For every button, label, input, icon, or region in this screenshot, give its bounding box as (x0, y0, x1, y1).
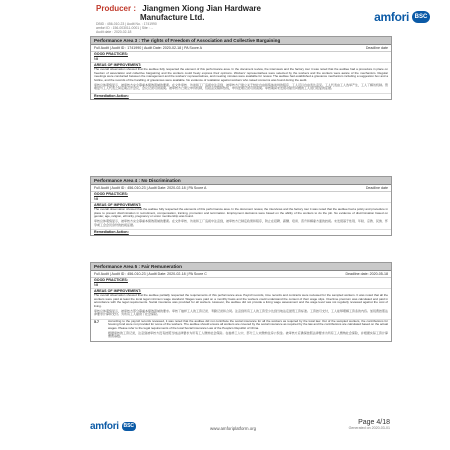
amfori-logo (374, 8, 430, 26)
areas-of-improvement (91, 63, 391, 94)
meta-line: DBID : 456-010-23 | Audit No. : 1741990 (96, 22, 157, 26)
areas-of-improvement (91, 203, 391, 230)
improvement-text-cn: 审核总体观察显示，被审核方完全尊重本绩效领域的要素。在文件审核、访谈和工厂巡视中注意到，被审核方已建立关于结社自由和集体谈判的程序，工人可以自由表达意见。工人代表由工人选举产生，工人了解该机制。管理层与工人代表之间定期召开会议，会议记录可供查阅。被审核方已建立申诉机制，包括意见箱和热线，申诉处理记录可供查阅。审核期间未发现对提出问题的工人进行报复的证据。 (94, 82, 389, 91)
deadline-label: Deadline date (365, 46, 388, 50)
performance-area-4 (90, 176, 392, 236)
improvement-text-en: The overall observation showed that the auditee fully respected the element of this performance area. In the document review, the interviews and the factory tour it was noted that the auditee had a procedure in place on freedom of association and collective bargaining and the workers could freely express their opinions. Workers' representatives were selected by the workers and the workers were aware of the mechanism. Regular meetings were conducted between the management and the workers' representatives, and meeting minutes were available for review. The auditee had established a grievance mechanism including a suggestion box and a hotline, and the records of the handling of grievances were available. No evidence of retaliation against workers who raised concerns was found during the audit. (94, 67, 388, 82)
report-footer (90, 417, 390, 439)
good-practices-value: Nil (94, 283, 99, 287)
report-meta (96, 22, 326, 35)
section-ref (91, 45, 391, 52)
improvement-text-cn: 审核总体观察显示，被审核方完全尊重本绩效领域的要素。在文件审核、访谈和工厂巡视中注意到，被审核方已制定政策和程序，防止在招聘、薪酬、培训、晋升和解雇方面的歧视。未发现基于性别、年龄、宗教、民族、怀孕或工会会员身份的歧视证据。 (94, 219, 389, 227)
page-info (349, 419, 390, 430)
good-practices-heading: GOOD PRACTICES: (94, 52, 128, 56)
deadline-label: Deadline date: 2020-05-18 (345, 272, 388, 276)
platform-link[interactable]: www.amforiplatform.org (210, 426, 257, 431)
improvement-text-en: The overall observation showed that the auditee fully respected the elements of this performance area. In the document review, the interviews and the factory tour it was noted that the auditee had a policy and procedure in place to prevent discrimination in recruitment, compensation, training, promotion and termination. Employment decisions were based on the ability of the workers to do the job. No evidence of discrimination based on gender, age, religion, ethnicity, pregnancy or union membership was found. (94, 207, 388, 219)
remediation-action (91, 230, 391, 235)
good-practices (91, 278, 391, 289)
meta-line: Audit date : 2020-02-18 (96, 30, 132, 35)
audit-reference: Full Audit | Audit ID : 1741990 | Audit Date: 2020-02-18 | PA Score A (94, 46, 203, 50)
page-number: Page 4/18 (358, 419, 390, 426)
audit-reference: Full Audit | Audit ID : 456-010-23 | Audit Date: 2020-02-18 | PA Score C (94, 272, 207, 276)
section-title: Performance Area 5 : Fair Remuneration (91, 263, 391, 271)
logo-text: amfori (374, 10, 409, 24)
finding-text-cn: 根据审核的工资记录，注意到被审核方没有按照当地法律要求为所有工人缴纳社会保险。在抽样工人中，部分工人未缴纳住房公积金。被审核方应确保按照法律要求为所有工人缴纳社会保险，并根据实际工资计算缴费基数。 (108, 330, 388, 339)
footer-logo (90, 421, 136, 432)
meta-line: amfori ID : 156-003011-0001 | Site : ... (96, 26, 154, 31)
producer-name-line-2: Manufacture Ltd. (140, 13, 205, 22)
section-ref (91, 185, 391, 192)
finding-item (91, 320, 391, 341)
good-practices (91, 52, 391, 63)
remediation-heading: Remediation Action: (94, 229, 129, 234)
remediation-heading: Remediation Action: (94, 93, 129, 98)
improvement-text-en: The overall observation showed that the auditee partially respected the requirements of this performance area. Payroll records, time records and contracts were reviewed for the sampled workers. It was noted that all the workers were paid at least the local legal minimum wage standard. Wages were paid on a monthly basis and the workers could understand the content of their wage slips. Overtime premium was calculated and paid in accordance with the legal requirements. Social insurance was provided for all workers. However, the auditee did not provide a living wage assessment and the wage level was not regularly reviewed against the cost of living. (94, 293, 388, 308)
generated-date: Generated on 2020-03-01 (348, 426, 390, 430)
improvement-text-cn: 审核总体观察显示，被审核方部分尊重本绩效领域的要求。审核了抽样工人的工资记录、考勤记录和合同。注意到所有工人的工资至少达到当地法定最低工资标准。工资按月支付，工人能够理解工资条的内容。加班费按照法律要求计算和支付。为所有工人提供了社会保险。 (94, 308, 389, 317)
good-practices (91, 192, 391, 203)
areas-of-improvement (91, 289, 391, 320)
improvement-heading: AREAS OF IMPROVEMENT: (94, 289, 142, 293)
good-practices-heading: GOOD PRACTICES: (94, 192, 128, 196)
section-ref (91, 271, 391, 278)
improvement-heading: AREAS OF IMPROVEMENT: (94, 63, 142, 67)
good-practices-heading: GOOD PRACTICES: (94, 278, 128, 282)
improvement-heading: AREAS OF IMPROVEMENT: (94, 203, 142, 207)
logo-text: amfori (90, 421, 119, 432)
bsc-badge-icon: BSC (412, 11, 430, 23)
deadline-label: Deadline date (365, 186, 388, 190)
section-title: Performance Area 3 : The rights of Freedom of Association and Collective Bargaining (91, 37, 391, 45)
performance-area-5 (90, 262, 392, 342)
finding-text-en: According to the payroll records reviewed, it was noted that the auditee did not contribute the social insurance for all the workers as required by the local law. Out of the sampled workers, the contributions for housing fund were not provided for some of the workers. The auditee should ensure all workers are covered by the social insurance as required by the law and the contributions are calculated based on the actual wages. Please refer to the legal requirements of the local Social Insurance Law of the People's Republic of China. (108, 318, 388, 330)
good-practices-value: Nil (94, 197, 99, 201)
producer-label: Producer : (96, 4, 137, 13)
remediation-action (91, 94, 391, 99)
audit-reference: Full Audit | Audit ID : 456-010-23 | Audit Date: 2020-02-18 | PA Score A (94, 186, 207, 190)
finding-number: 5.7 (94, 319, 99, 324)
performance-area-3 (90, 36, 392, 100)
section-title: Performance Area 4 : No Discrimination (91, 177, 391, 185)
producer-name: Jiangmen Xiong Jian Hardware (142, 4, 261, 13)
good-practices-value: Nil (94, 57, 99, 61)
bsc-badge-icon: BSC (123, 423, 135, 429)
